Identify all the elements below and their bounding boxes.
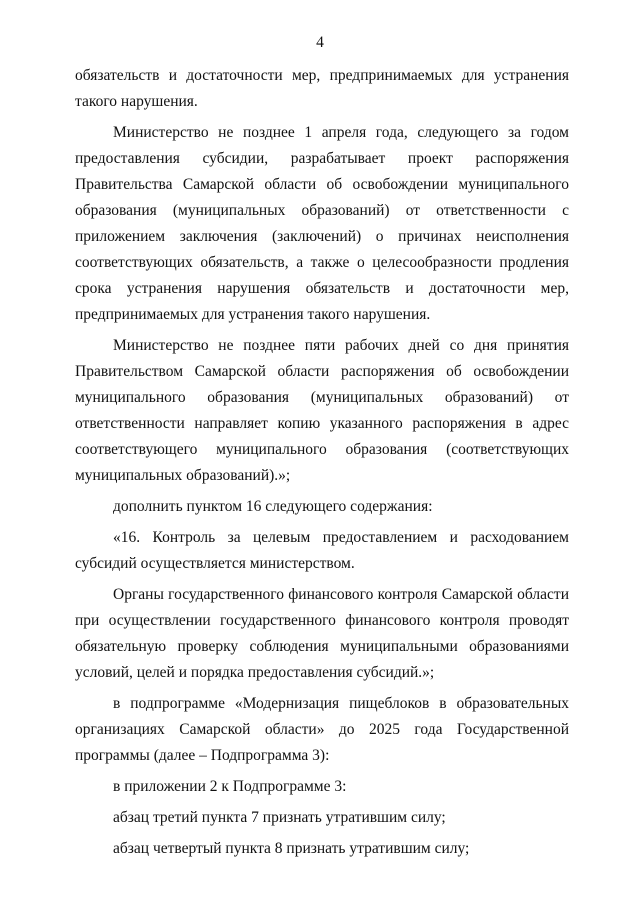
page-number: 4: [316, 34, 324, 51]
paragraph-ministry-deadline: Министерство не позднее 1 апреля года, следующего за годом предоставления субсидии, разрабатывает проект распоряжения Правительства Самарской области об освобождении муниципального образования (муниципальных образований) от ответственности с приложением заключения (заключений) о причинах неисполнения соответствующих обязательств, а также о целесообразности продления срока устранения нарушения обязательств и достаточности мер, предпринимаемых для устранения такого нарушения.: [75, 124, 569, 323]
paragraph-point-8: абзац четвертый пункта 8 признать утратившим силу;: [113, 840, 470, 857]
paragraph-add-point-16: дополнить пунктом 16 следующего содержания:: [113, 498, 433, 515]
paragraph-appendix-2: в приложении 2 к Подпрограмме 3:: [113, 778, 347, 795]
paragraph-financial-control: Органы государственного финансового контроля Самарской области при осуществлении государственного финансового контроля проводят обязательную проверку соблюдения муниципальными образованиями условий, целей и порядка предоставления субсидий.»;: [75, 586, 569, 681]
paragraph-subprogram-3: в подпрограмме «Модернизация пищеблоков в образовательных организациях Самарской области» до 2025 года Государственной программы (далее – Подпрограмма 3):: [75, 695, 569, 764]
paragraph-ministry-notice: Министерство не позднее пяти рабочих дней со дня принятия Правительством Самарской области распоряжения об освобождении муниципального образования (муниципальных образований) от ответственности направляет копию указанного распоряжения в адрес соответствующего муниципального образования (соответствующих муниципальных образований).»;: [75, 337, 569, 484]
paragraph-point-7: абзац третий пункта 7 признать утратившим силу;: [113, 809, 446, 826]
paragraph-continuation: обязательств и достаточности мер, предпринимаемых для устранения такого нарушения.: [75, 67, 569, 110]
document-body: [75, 63, 569, 867]
paragraph-point-16: «16. Контроль за целевым предоставлением и расходованием субсидий осуществляется министерством.: [75, 529, 569, 572]
